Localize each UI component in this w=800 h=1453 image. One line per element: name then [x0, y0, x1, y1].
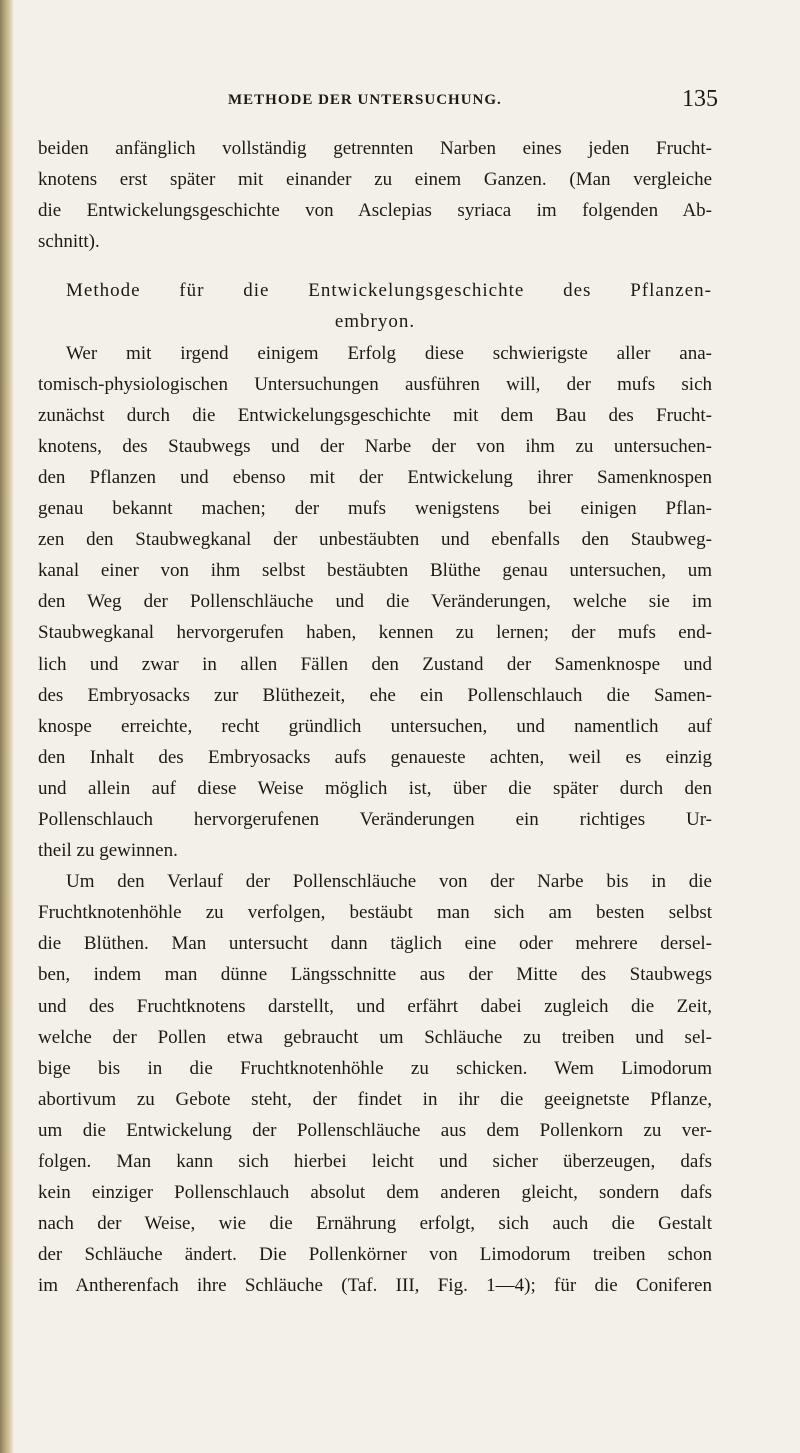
section-heading [38, 275, 712, 337]
text-line: Wer mit irgend einigem Erfolg diese schwierigste aller ana- [66, 342, 712, 364]
text-line: den Inhalt des Embryosacks aufs genaueste achten, weil es einzig [38, 746, 712, 768]
text-line: Pollenschlauch hervorgerufenen Veränderungen ein richtiges Ur- [38, 808, 712, 830]
text-line: den Weg der Pollenschläuche und die Veränderungen, welche sie im [38, 591, 712, 613]
text-line: die Blüthen. Man untersucht dann täglich eine oder mehrere dersel- [38, 933, 712, 955]
section-gap [38, 257, 712, 275]
text-line: nach der Weise, wie die Ernährung erfolgt, sich auch die Gestalt [38, 1213, 712, 1235]
heading-line: embryon. [334, 311, 416, 333]
text-line: genau bekannt machen; der mufs wenigstens bei einigen Pflan- [38, 498, 712, 520]
text-line: welche der Pollen etwa gebraucht um Schläuche zu treiben und sel- [38, 1026, 712, 1048]
text-line: theil zu gewinnen. [38, 840, 178, 862]
running-header [38, 86, 718, 122]
paragraph-continued [38, 133, 712, 257]
binding-edge [0, 0, 14, 1453]
text-line: Um den Verlauf der Pollenschläuche von der Narbe bis in die [66, 871, 712, 893]
text-line: zunächst durch die Entwickelungsgeschichte mit dem Bau des Frucht- [38, 404, 712, 426]
heading-line: Methode für die Entwickelungsgeschichte des Pflanzen- [66, 280, 712, 302]
paragraph-method [38, 338, 712, 867]
text-line: um die Entwickelung der Pollenschläuche aus dem Pollenkorn zu ver- [38, 1119, 712, 1141]
text-line: knotens erst später mit einander zu einem Ganzen. (Man vergleiche [38, 169, 712, 191]
text-line: knospe erreichte, recht gründlich untersuchen, und namentlich auf [38, 715, 712, 737]
text-line: schnitt). [38, 231, 100, 253]
text-line: abortivum zu Gebote steht, der findet in ihr die geeignetste Pflanze, [38, 1088, 712, 1110]
text-line: bige bis in die Fruchtknotenhöhle zu schicken. Wem Limodorum [38, 1057, 712, 1079]
text-line: Staubwegkanal hervorgerufen haben, kennen zu lernen; der mufs end- [38, 622, 712, 644]
text-line: und allein auf diese Weise möglich ist, über die später durch den [38, 777, 712, 799]
text-line: die Entwickelungsgeschichte von Asclepias syriaca im folgenden Ab- [38, 200, 712, 222]
text-line: kanal einer von ihm selbst bestäubten Blüthe genau untersuchen, um [38, 560, 712, 582]
text-line: des Embryosacks zur Blüthezeit, ehe ein Pollenschlauch die Samen- [38, 684, 712, 706]
text-line: im Antherenfach ihre Schläuche (Taf. III, Fig. 1—4); für die Coniferen [38, 1275, 712, 1297]
paragraph-pollen [38, 866, 712, 1301]
text-line: tomisch-physiologischen Untersuchungen ausführen will, der mufs sich [38, 373, 712, 395]
text-line: den Pflanzen und ebenso mit der Entwickelung ihrer Samenknospen [38, 466, 712, 488]
text-line: knotens, des Staubwegs und der Narbe der von ihm zu untersuchen- [38, 435, 712, 457]
body-text [38, 133, 712, 1301]
text-line: Fruchtknotenhöhle zu verfolgen, bestäubt man sich am besten selbst [38, 902, 712, 924]
text-line: folgen. Man kann sich hierbei leicht und sicher überzeugen, dafs [38, 1151, 712, 1172]
text-line: beiden anfänglich vollständig getrennten Narben eines jeden Frucht- [38, 138, 712, 159]
running-title: METHODE DER UNTERSUCHUNG. [228, 92, 502, 108]
text-line: ben, indem man dünne Längsschnitte aus der Mitte des Staubwegs [38, 964, 712, 986]
text-line: lich und zwar in allen Fällen den Zustand der Samenknospe und [38, 653, 712, 675]
page-number: 135 [682, 86, 718, 112]
text-line: kein einziger Pollenschlauch absolut dem anderen gleicht, sondern dafs [38, 1182, 712, 1204]
text-line: zen den Staubwegkanal der unbestäubten und ebenfalls den Staubweg- [38, 529, 712, 551]
text-line: der Schläuche ändert. Die Pollenkörner von Limodorum treiben schon [38, 1244, 712, 1266]
text-line: und des Fruchtknotens darstellt, und erfährt dabei zugleich die Zeit, [38, 995, 712, 1017]
